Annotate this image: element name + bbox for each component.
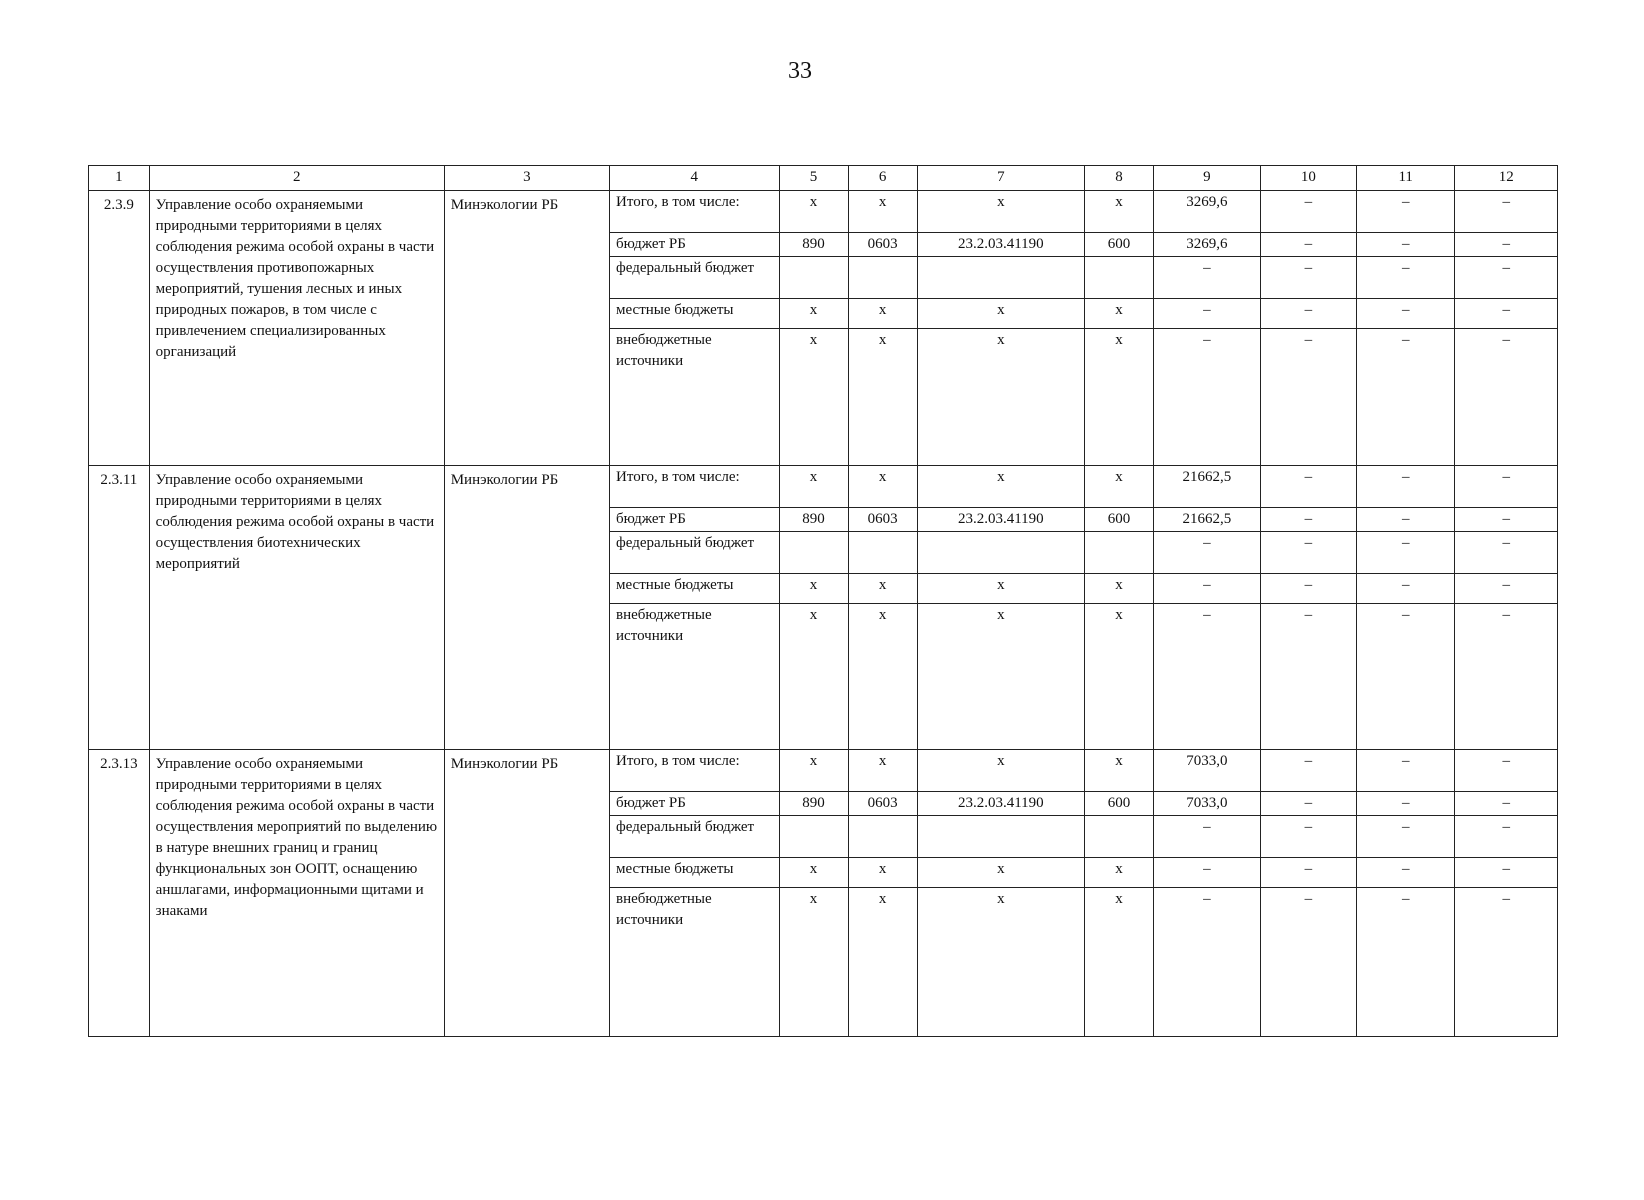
funding-source: внебюджетные источники bbox=[610, 329, 779, 466]
value-cell-c8: х bbox=[1085, 329, 1154, 466]
value-cell-c11: – bbox=[1357, 257, 1455, 299]
value-cell-c6: х bbox=[848, 750, 917, 792]
value-cell-c11: – bbox=[1357, 508, 1455, 532]
header-cell: 5 bbox=[779, 166, 848, 191]
value-cell-c9: – bbox=[1154, 574, 1261, 604]
value-cell-c5: х bbox=[779, 858, 848, 888]
value-cell-c10: – bbox=[1260, 888, 1356, 1037]
value-cell-c6: 0603 bbox=[848, 233, 917, 257]
value-cell-c11: – bbox=[1357, 191, 1455, 233]
funding-source: Итого, в том числе: bbox=[610, 191, 779, 233]
value-cell-c6 bbox=[848, 816, 917, 858]
value-cell-c6: 0603 bbox=[848, 508, 917, 532]
header-cell: 11 bbox=[1357, 166, 1455, 191]
value-cell-c10: – bbox=[1260, 750, 1356, 792]
item-executor: Минэкологии РБ bbox=[444, 466, 609, 750]
value-cell-c8: х bbox=[1085, 858, 1154, 888]
value-cell-c7: х bbox=[917, 466, 1084, 508]
value-cell-c7: 23.2.03.41190 bbox=[917, 233, 1084, 257]
value-cell-c12: – bbox=[1455, 233, 1558, 257]
budget-table bbox=[88, 165, 1558, 1037]
value-cell-c6: х bbox=[848, 191, 917, 233]
value-cell-c10: – bbox=[1260, 191, 1356, 233]
value-cell-c12: – bbox=[1455, 574, 1558, 604]
value-cell-c12: – bbox=[1455, 888, 1558, 1037]
funding-source: бюджет РБ bbox=[610, 792, 779, 816]
value-cell-c12: – bbox=[1455, 257, 1558, 299]
value-cell-c12: – bbox=[1455, 466, 1558, 508]
value-cell-c12: – bbox=[1455, 191, 1558, 233]
value-cell-c7 bbox=[917, 257, 1084, 299]
item-description: Управление особо охраняемыми природными территориями в целях соблюдения режима особой охраны в части осуществления мероприятий по выделению в натуре внешних границ и границ функциональных зон ООПТ, оснащению аншлагами, информационными щитами и знаками bbox=[149, 750, 444, 1037]
header-cell: 8 bbox=[1085, 166, 1154, 191]
value-cell-c8 bbox=[1085, 532, 1154, 574]
funding-source: внебюджетные источники bbox=[610, 888, 779, 1037]
value-cell-c11: – bbox=[1357, 792, 1455, 816]
value-cell-c9: – bbox=[1154, 329, 1261, 466]
value-cell-c10: – bbox=[1260, 299, 1356, 329]
value-cell-c11: – bbox=[1357, 816, 1455, 858]
value-cell-c11: – bbox=[1357, 466, 1455, 508]
value-cell-c5: х bbox=[779, 466, 848, 508]
value-cell-c5 bbox=[779, 816, 848, 858]
value-cell-c11: – bbox=[1357, 888, 1455, 1037]
value-cell-c10: – bbox=[1260, 466, 1356, 508]
value-cell-c8: 600 bbox=[1085, 233, 1154, 257]
value-cell-c9: 3269,6 bbox=[1154, 191, 1261, 233]
value-cell-c9: – bbox=[1154, 604, 1261, 750]
value-cell-c12: – bbox=[1455, 299, 1558, 329]
table-row bbox=[89, 466, 1558, 508]
value-cell-c12: – bbox=[1455, 816, 1558, 858]
value-cell-c5: х bbox=[779, 888, 848, 1037]
value-cell-c6: х bbox=[848, 329, 917, 466]
value-cell-c7: х bbox=[917, 574, 1084, 604]
value-cell-c5: х bbox=[779, 329, 848, 466]
value-cell-c7: х bbox=[917, 299, 1084, 329]
header-row bbox=[89, 166, 1558, 191]
funding-source: Итого, в том числе: bbox=[610, 466, 779, 508]
value-cell-c12: – bbox=[1455, 792, 1558, 816]
funding-source: местные бюджеты bbox=[610, 858, 779, 888]
value-cell-c5: х bbox=[779, 299, 848, 329]
value-cell-c8: х bbox=[1085, 299, 1154, 329]
value-cell-c12: – bbox=[1455, 329, 1558, 466]
header-cell: 7 bbox=[917, 166, 1084, 191]
value-cell-c9: – bbox=[1154, 532, 1261, 574]
value-cell-c8 bbox=[1085, 257, 1154, 299]
value-cell-c11: – bbox=[1357, 750, 1455, 792]
value-cell-c6: х bbox=[848, 858, 917, 888]
value-cell-c8: х bbox=[1085, 750, 1154, 792]
value-cell-c12: – bbox=[1455, 750, 1558, 792]
value-cell-c5: х bbox=[779, 604, 848, 750]
value-cell-c5: х bbox=[779, 574, 848, 604]
value-cell-c7: х bbox=[917, 750, 1084, 792]
value-cell-c10: – bbox=[1260, 792, 1356, 816]
value-cell-c12: – bbox=[1455, 532, 1558, 574]
value-cell-c12: – bbox=[1455, 508, 1558, 532]
header-cell: 10 bbox=[1260, 166, 1356, 191]
value-cell-c6: х bbox=[848, 299, 917, 329]
header-cell: 6 bbox=[848, 166, 917, 191]
value-cell-c7 bbox=[917, 816, 1084, 858]
value-cell-c7: х bbox=[917, 888, 1084, 1037]
value-cell-c8: х bbox=[1085, 888, 1154, 1037]
header-cell: 1 bbox=[89, 166, 150, 191]
value-cell-c8: х bbox=[1085, 604, 1154, 750]
item-executor: Минэкологии РБ bbox=[444, 191, 609, 466]
value-cell-c7: 23.2.03.41190 bbox=[917, 792, 1084, 816]
value-cell-c12: – bbox=[1455, 858, 1558, 888]
value-cell-c9: – bbox=[1154, 888, 1261, 1037]
value-cell-c7: х bbox=[917, 858, 1084, 888]
value-cell-c12: – bbox=[1455, 604, 1558, 750]
value-cell-c10: – bbox=[1260, 329, 1356, 466]
value-cell-c6 bbox=[848, 532, 917, 574]
value-cell-c8: 600 bbox=[1085, 792, 1154, 816]
item-description: Управление особо охраняемыми природными территориями в целях соблюдения режима особой охраны в части осуществления противопожарных мероприятий, тушения лесных и иных природных пожаров, в том числе с привлечением специализированных организаций bbox=[149, 191, 444, 466]
value-cell-c7: 23.2.03.41190 bbox=[917, 508, 1084, 532]
value-cell-c6: х bbox=[848, 604, 917, 750]
value-cell-c6: х bbox=[848, 574, 917, 604]
value-cell-c10: – bbox=[1260, 858, 1356, 888]
value-cell-c5: х bbox=[779, 750, 848, 792]
value-cell-c6: 0603 bbox=[848, 792, 917, 816]
value-cell-c5 bbox=[779, 257, 848, 299]
header-cell: 9 bbox=[1154, 166, 1261, 191]
value-cell-c9: – bbox=[1154, 257, 1261, 299]
value-cell-c8: х bbox=[1085, 466, 1154, 508]
header-cell: 2 bbox=[149, 166, 444, 191]
header-cell: 4 bbox=[610, 166, 779, 191]
value-cell-c9: 7033,0 bbox=[1154, 792, 1261, 816]
value-cell-c7 bbox=[917, 532, 1084, 574]
value-cell-c7: х bbox=[917, 191, 1084, 233]
funding-source: бюджет РБ bbox=[610, 233, 779, 257]
item-number: 2.3.13 bbox=[89, 750, 150, 1037]
value-cell-c9: – bbox=[1154, 858, 1261, 888]
value-cell-c10: – bbox=[1260, 532, 1356, 574]
funding-source: местные бюджеты bbox=[610, 299, 779, 329]
funding-source: федеральный бюджет bbox=[610, 532, 779, 574]
table-row bbox=[89, 750, 1558, 792]
value-cell-c10: – bbox=[1260, 604, 1356, 750]
value-cell-c8 bbox=[1085, 816, 1154, 858]
value-cell-c9: 21662,5 bbox=[1154, 466, 1261, 508]
value-cell-c10: – bbox=[1260, 508, 1356, 532]
value-cell-c9: 21662,5 bbox=[1154, 508, 1261, 532]
value-cell-c11: – bbox=[1357, 858, 1455, 888]
value-cell-c11: – bbox=[1357, 532, 1455, 574]
value-cell-c11: – bbox=[1357, 329, 1455, 466]
value-cell-c9: 3269,6 bbox=[1154, 233, 1261, 257]
funding-source: федеральный бюджет bbox=[610, 257, 779, 299]
value-cell-c7: х bbox=[917, 604, 1084, 750]
value-cell-c7: х bbox=[917, 329, 1084, 466]
header-cell: 12 bbox=[1455, 166, 1558, 191]
header-cell: 3 bbox=[444, 166, 609, 191]
value-cell-c10: – bbox=[1260, 574, 1356, 604]
value-cell-c10: – bbox=[1260, 257, 1356, 299]
value-cell-c5 bbox=[779, 532, 848, 574]
value-cell-c8: х bbox=[1085, 191, 1154, 233]
funding-source: местные бюджеты bbox=[610, 574, 779, 604]
funding-source: федеральный бюджет bbox=[610, 816, 779, 858]
value-cell-c8: 600 bbox=[1085, 508, 1154, 532]
value-cell-c11: – bbox=[1357, 604, 1455, 750]
item-number: 2.3.11 bbox=[89, 466, 150, 750]
table-row bbox=[89, 191, 1558, 233]
value-cell-c10: – bbox=[1260, 816, 1356, 858]
item-description: Управление особо охраняемыми природными территориями в целях соблюдения режима особой охраны в части осуществления биотехнических мероприятий bbox=[149, 466, 444, 750]
value-cell-c11: – bbox=[1357, 233, 1455, 257]
value-cell-c5: 890 bbox=[779, 233, 848, 257]
value-cell-c11: – bbox=[1357, 299, 1455, 329]
funding-source: бюджет РБ bbox=[610, 508, 779, 532]
item-executor: Минэкологии РБ bbox=[444, 750, 609, 1037]
value-cell-c6 bbox=[848, 257, 917, 299]
page-number: 33 bbox=[788, 58, 812, 84]
value-cell-c6: х bbox=[848, 888, 917, 1037]
item-number: 2.3.9 bbox=[89, 191, 150, 466]
value-cell-c9: – bbox=[1154, 816, 1261, 858]
value-cell-c10: – bbox=[1260, 233, 1356, 257]
funding-source: Итого, в том числе: bbox=[610, 750, 779, 792]
value-cell-c8: х bbox=[1085, 574, 1154, 604]
value-cell-c9: – bbox=[1154, 299, 1261, 329]
value-cell-c9: 7033,0 bbox=[1154, 750, 1261, 792]
funding-source: внебюджетные источники bbox=[610, 604, 779, 750]
value-cell-c6: х bbox=[848, 466, 917, 508]
value-cell-c5: 890 bbox=[779, 508, 848, 532]
value-cell-c5: 890 bbox=[779, 792, 848, 816]
value-cell-c5: х bbox=[779, 191, 848, 233]
value-cell-c11: – bbox=[1357, 574, 1455, 604]
